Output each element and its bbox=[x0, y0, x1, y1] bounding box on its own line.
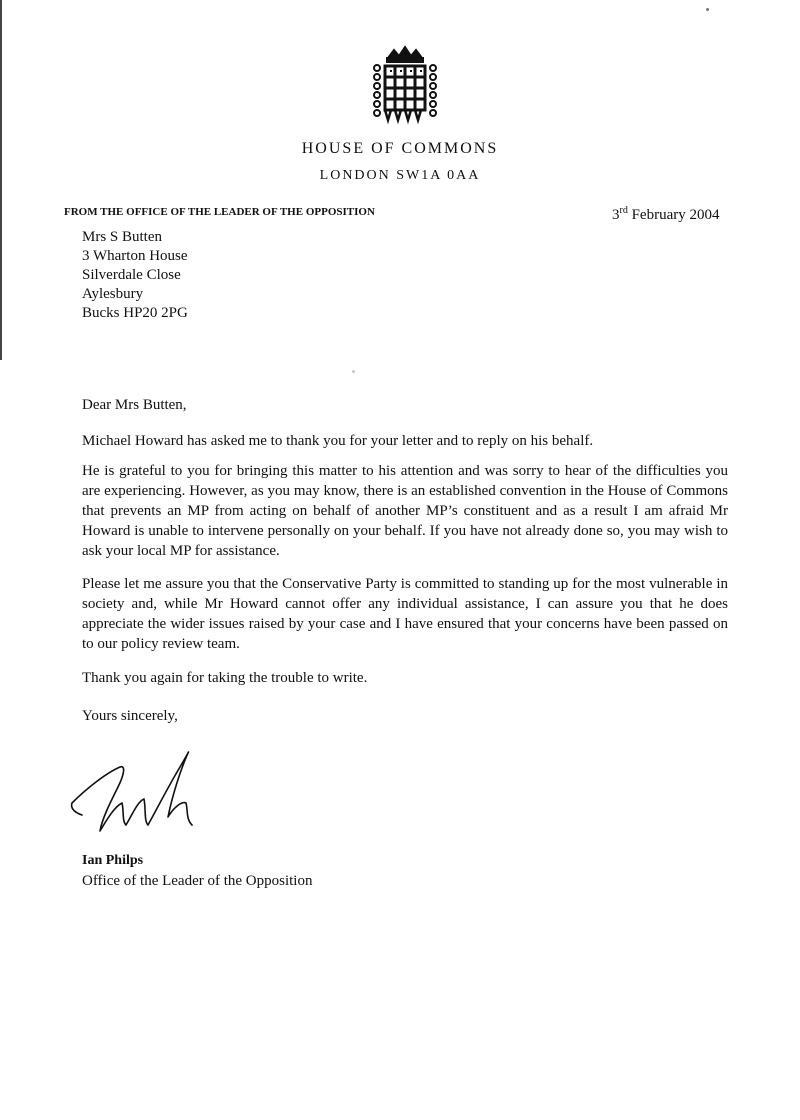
paragraph-closing-thanks: Thank you again for taking the trouble to write. bbox=[82, 670, 368, 686]
signatory-name: Ian Philps bbox=[82, 853, 144, 868]
paragraph-assurance: Please let me assure you that the Conservative Party is committed to standing up for the most vulnerable in society and, while Mr Howard cannot offer any individual assistance, I can assure you that he does appreciate the wider issues raised by your case and I have ensured that your concerns have been passed on to our policy review team. bbox=[82, 576, 728, 652]
scan-speck bbox=[352, 370, 355, 373]
signatory-title: Office of the Leader of the Opposition bbox=[82, 873, 313, 889]
scan-speck bbox=[706, 8, 709, 11]
letter-date: 3rd February 2004 bbox=[612, 205, 720, 223]
address-line: Aylesbury bbox=[82, 286, 144, 302]
salutation: Dear Mrs Butten, bbox=[82, 397, 187, 413]
letterhead-address: LONDON SW1A 0AA bbox=[319, 168, 481, 183]
address-line: 3 Wharton House bbox=[82, 248, 188, 264]
complimentary-close: Yours sincerely, bbox=[82, 708, 178, 724]
portcullis-crest-icon bbox=[368, 44, 442, 128]
paragraph-convention: He is grateful to you for bringing this matter to his attention and was sorry to hear of the difficulties you are experiencing. However, as you may know, there is an established convention in the House of Commons that prevents an MP from acting on behalf of another MP’s constituent and as a result I am afraid Mr Howard is unable to intervene personally on your behalf. If you have not already done so, you may wish to ask your local MP for assistance. bbox=[82, 463, 728, 559]
paragraph-thanks: Michael Howard has asked me to thank you for your letter and to reply on his behalf. bbox=[82, 433, 594, 449]
address-line: Bucks HP20 2PG bbox=[82, 305, 188, 321]
letterhead-title: HOUSE OF COMMONS bbox=[301, 140, 499, 157]
recipient-address bbox=[82, 228, 188, 323]
handwritten-signature bbox=[68, 745, 248, 845]
address-line: Mrs S Butten bbox=[82, 229, 163, 245]
office-line: FROM THE OFFICE OF THE LEADER OF THE OPPOSITION bbox=[64, 206, 375, 218]
address-line: Silverdale Close bbox=[82, 267, 181, 283]
